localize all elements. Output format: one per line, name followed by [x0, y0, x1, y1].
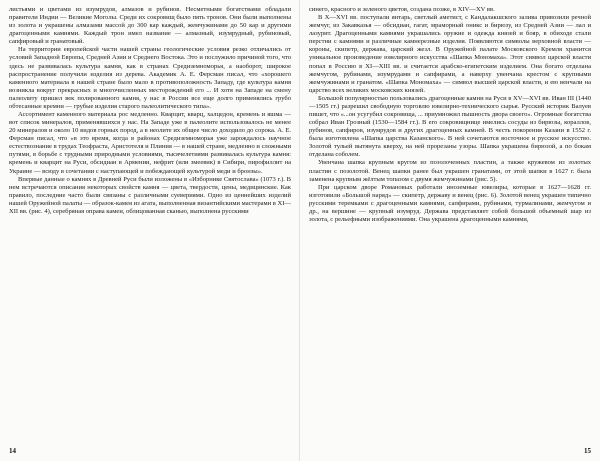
- paragraph: В X—XVI вв. поступали янтарь, светлый аметист, с Кандалакшского залива привозили речной жемчуг, из Закавказья — обсидиан, гагат, мраморный оникс и бирюзу, из Средней Азии — лал и лазурит. Драгоценными камнями украшались оружие и одежда князей и бояр, в обиходе стали перстни с камнями и различные камнерезные изделия. Появляются символы верховной власти — короны, скипетр, держава, царский жезл. В Оружейной палате Московского Кремля хранится уникальное произведение ювелирного искусства «Шапка Мономаха». Этот символ царской власти попал в Россию в XI—XIII вв. и считается арабско-египетским изделием. Она богато отделана жемчугом, рубинами, изумрудами и сапфирами, а наверху увенчана крестом с крупными жемчужинами и гранатом. «Шапка Мономаха» — символ высшей царской власти, и ею венчали на царство всех великих московских князей.: [309, 14, 591, 94]
- page-number: 15: [584, 447, 591, 455]
- paragraph: Увенчана шапка крупным кругом из позолоченных пластин, а также кружевом из золотых пластин с позолотой. Венец шапки ранее был украшен гранатами, от этой шапки в 1627 г. была заменена крупным жёлтым топазом с двумя жемчужинами (рис. 5).: [309, 159, 591, 183]
- paragraph: На территории европейской части нашей страны геологические условия резко отличались от условий Западной Европы, Средней Азии и Среднего Востока. Это и послужило причиной того, что здесь не развивалась культура камня, как в странах Средиземноморья, а наоборот, широкое распространение получили изделия из дерева. Академик А. Е. Ферсман писал, что «хорошего каменного материала в нашей стране было мало в противоположность Западу, где культура камня возникла вокруг прекрасных и многочисленных месторождений его ... И хотя на Западе на смену палеолиту пришел век полированного камня, у нас в России все еще долго применялись грубо обтесанные кремни — грубые изделия старого палеолитического типа».: [9, 46, 291, 110]
- paragraph: При царском дворе Романовых работали иноземные ювелиры, которые в 1627—1628 гг. изготовили «Большой наряд» — скипетр, державу и венец (рис. 6). Золотой венец украшен типично русскими теремками с драгоценными камнями, сапфирами, рубинами, турмалинами, жемчугом и др., на вершине — крупный изумруд. Держава представляет собой большой объемный шар из золота, с рельефными изображениями. Она украшена драгоценными камнями,: [309, 183, 591, 224]
- right-page: [309, 6, 591, 456]
- book-gutter: [299, 0, 300, 461]
- page-number: 14: [9, 447, 16, 455]
- paragraph: Большой популярностью пользовались драгоценные камни на Руси в XV—XVI вв. Иван III (1440—1505 гг.) разрешил свободную торговлю ювелирно-технического сырья. Русский историк Валуев пишет, что «...он усугубил сокровища, ... приумножил пышность двора своего». Огромные богатства собрал Иван Грозный (1530—1584 гг.). В его сокровищнице имелись сосуды из бирюзы, кораллов, рубинов, сапфиров, изумрудов и других драгоценных камней. В честь покорения Казани в 1552 г. была изготовлена «Шапка царства Казанского». В ней сочетаются восточное и русское искусство. Золотой тульей вытянута кверху, на ней прорезаны узоры. Шапка украшена бирюзой, а по бокам отделана соболем.: [309, 94, 591, 159]
- left-page-text-column: [9, 6, 291, 216]
- right-page-text-column: [309, 6, 591, 224]
- paragraph: листьями и цветами из изумрудов, алмазов и рубинов. Несметными богатствами обладали правители Индии — Великие Моголы. Среди их сокровищ было пять тронов. Они были выполнены из золота и украшены алмазами массой до 300 кар каждый, жемчужинами до 50 кар и другими драгоценными камнями. Каждый трон имел название — алмазный, изумрудный, рубиновый, сапфировый и гранатовый.: [9, 6, 291, 46]
- paragraph: синего, красного и зеленого цветов, создана позже, в XIV—XV вв.: [309, 6, 495, 13]
- paragraph: Ассортимент каменного материала рос медленно. Кварцит, кварц, халцедон, кремень и яшма — вот список минералов, применявшихся у нас. На Западе уже в палеолите использовалось не менее 20 минералов и около 10 видов горных пород, а в неолите их общее число доходило до сорока. А. Е. Ферсман писал, что «в это время, когда в районах Средиземноморья уже зарождалось научное естествознание в трудах Теофраста, Аристотеля и Плиния — в нашей стране, медленно и сложными путями, в борьбе с трудными природными условиями, тысячелетиями развивалась культура камня: кремень и кварцит на Руси, обсидиан в Армении, нефрит (или змеевик) в Сибири, пирофиллит на Украине — всюду в сочетании с наступающей и побеждающей культурой меди и бронзы».: [9, 111, 291, 175]
- left-page: [9, 6, 291, 456]
- paragraph: Впервые данные о камнях в Древней Руси были изложены в «Изборнике Святослава» (1073 г.). В нем встречаются описания некоторых свойств камня — цвета, твердости, цены, медицинские. Как правило, последние часто были связаны с различными суевериями. Одно из ценнейших изделий нашей Оружейной палаты — образок-камея из агата, выполненная византийскими мастерами в XI—XII вв. (рис. 4), серебряная оправа камеи, облицованная сканью, выполнена русскими: [9, 175, 291, 215]
